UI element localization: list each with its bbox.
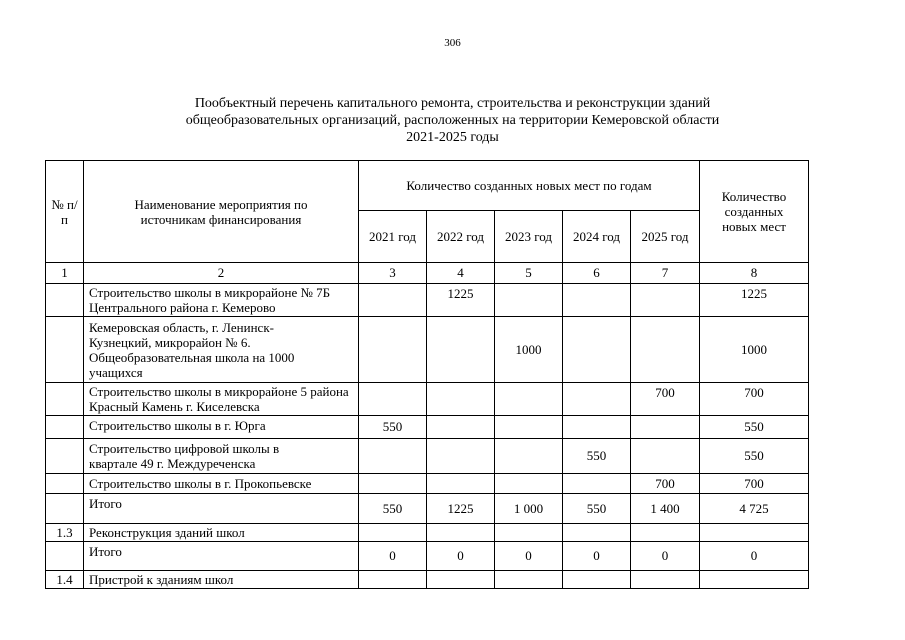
row-name: Строительство школы в микрорайоне 5 района Красный Камень г. Киселевска bbox=[84, 383, 359, 416]
table-row bbox=[46, 383, 809, 416]
row-total: 0 bbox=[700, 542, 809, 571]
row-2023 bbox=[495, 383, 563, 416]
row-num bbox=[46, 383, 84, 416]
row-2022 bbox=[427, 571, 495, 589]
header-name: Наименование мероприятия по источникам финансирования bbox=[84, 161, 359, 263]
row-2025 bbox=[631, 416, 700, 439]
row-2023: 0 bbox=[495, 542, 563, 571]
row-total: 1225 bbox=[700, 284, 809, 317]
row-2022: 1225 bbox=[427, 494, 495, 524]
row-2024: 0 bbox=[563, 542, 631, 571]
row-2021 bbox=[359, 439, 427, 474]
header-years-group: Количество созданных новых мест по годам bbox=[359, 161, 700, 211]
row-2025: 0 bbox=[631, 542, 700, 571]
table-row bbox=[46, 416, 809, 439]
table-row-subtotal bbox=[46, 542, 809, 571]
row-2023: 1 000 bbox=[495, 494, 563, 524]
col-number: 6 bbox=[563, 263, 631, 284]
table-row bbox=[46, 439, 809, 474]
row-2022 bbox=[427, 383, 495, 416]
header-total: Количество созданных новых мест bbox=[700, 161, 809, 263]
col-number: 8 bbox=[700, 263, 809, 284]
row-2022 bbox=[427, 439, 495, 474]
table-row bbox=[46, 474, 809, 494]
row-2021 bbox=[359, 524, 427, 542]
row-2021: 550 bbox=[359, 416, 427, 439]
row-2025: 1 400 bbox=[631, 494, 700, 524]
table-row-subtotal bbox=[46, 494, 809, 524]
table-row-section bbox=[46, 524, 809, 542]
row-2023 bbox=[495, 571, 563, 589]
col-number: 3 bbox=[359, 263, 427, 284]
row-num: 1.4 bbox=[46, 571, 84, 589]
row-2025: 700 bbox=[631, 383, 700, 416]
row-num bbox=[46, 317, 84, 383]
row-num: 1.3 bbox=[46, 524, 84, 542]
row-2023 bbox=[495, 416, 563, 439]
row-2021 bbox=[359, 474, 427, 494]
row-2025 bbox=[631, 317, 700, 383]
title-line-1: Пообъектный перечень капитального ремонта, строительства и реконструкции зданий bbox=[194, 96, 711, 111]
row-2025 bbox=[631, 524, 700, 542]
col-number: 4 bbox=[427, 263, 495, 284]
row-2024 bbox=[563, 474, 631, 494]
row-2024: 550 bbox=[563, 494, 631, 524]
row-num bbox=[46, 416, 84, 439]
header-num: № п/п bbox=[46, 161, 84, 263]
header-year-2021: 2021 год bbox=[359, 211, 427, 263]
col-number: 2 bbox=[84, 263, 359, 284]
header-year-2025: 2025 год bbox=[631, 211, 700, 263]
row-name: Строительство школы в г. Прокопьевске bbox=[84, 474, 359, 494]
row-2025 bbox=[631, 284, 700, 317]
row-2022 bbox=[427, 474, 495, 494]
row-2025 bbox=[631, 439, 700, 474]
row-2022: 0 bbox=[427, 542, 495, 571]
table-row bbox=[46, 317, 809, 383]
row-2021: 0 bbox=[359, 542, 427, 571]
row-2024 bbox=[563, 317, 631, 383]
row-name: Кемеровская область, г. Ленинск-Кузнецкий, микрорайон № 6. Общеобразовательная школа на 1000 учащихся bbox=[84, 317, 359, 383]
row-2023 bbox=[495, 284, 563, 317]
document-title bbox=[0, 95, 905, 146]
row-2023: 1000 bbox=[495, 317, 563, 383]
row-num bbox=[46, 494, 84, 524]
row-2021 bbox=[359, 571, 427, 589]
row-2021 bbox=[359, 317, 427, 383]
row-2022 bbox=[427, 317, 495, 383]
col-number: 5 bbox=[495, 263, 563, 284]
row-2021: 550 bbox=[359, 494, 427, 524]
row-total: 1000 bbox=[700, 317, 809, 383]
row-2025 bbox=[631, 571, 700, 589]
row-2024: 550 bbox=[563, 439, 631, 474]
row-total: 700 bbox=[700, 474, 809, 494]
row-2022: 1225 bbox=[427, 284, 495, 317]
row-total bbox=[700, 524, 809, 542]
row-2021 bbox=[359, 383, 427, 416]
title-line-3: 2021-2025 годы bbox=[406, 130, 499, 145]
row-name: Строительство цифровой школы в квартале 49 г. Междуреченска bbox=[84, 439, 359, 474]
row-2024 bbox=[563, 383, 631, 416]
col-number: 1 bbox=[46, 263, 84, 284]
row-2021 bbox=[359, 284, 427, 317]
row-2022 bbox=[427, 416, 495, 439]
row-2022 bbox=[427, 524, 495, 542]
row-num bbox=[46, 439, 84, 474]
row-total: 4 725 bbox=[700, 494, 809, 524]
row-num bbox=[46, 542, 84, 571]
row-2023 bbox=[495, 524, 563, 542]
row-name: Итого bbox=[84, 542, 359, 571]
row-2024 bbox=[563, 524, 631, 542]
table-body bbox=[46, 284, 809, 589]
table-row-section bbox=[46, 571, 809, 589]
row-total: 550 bbox=[700, 439, 809, 474]
row-total: 550 bbox=[700, 416, 809, 439]
row-2024 bbox=[563, 416, 631, 439]
row-2025: 700 bbox=[631, 474, 700, 494]
title-line-2: общеобразовательных организаций, расположенных на территории Кемеровской области bbox=[185, 113, 720, 128]
header-year-2023: 2023 год bbox=[495, 211, 563, 263]
row-2023 bbox=[495, 439, 563, 474]
row-name: Строительство школы в микрорайоне № 7Б Центрального района г. Кемерово bbox=[84, 284, 359, 317]
row-total: 700 bbox=[700, 383, 809, 416]
page-number: 306 bbox=[444, 37, 461, 49]
row-name: Реконструкция зданий школ bbox=[84, 524, 359, 542]
header-year-2024: 2024 год bbox=[563, 211, 631, 263]
row-name: Строительство школы в г. Юрга bbox=[84, 416, 359, 439]
header-year-2022: 2022 год bbox=[427, 211, 495, 263]
row-name: Итого bbox=[84, 494, 359, 524]
row-num bbox=[46, 474, 84, 494]
row-2024 bbox=[563, 284, 631, 317]
column-number-row bbox=[46, 263, 809, 284]
places-table bbox=[45, 160, 809, 589]
row-2024 bbox=[563, 571, 631, 589]
row-name: Пристрой к зданиям школ bbox=[84, 571, 359, 589]
table-row bbox=[46, 284, 809, 317]
row-total bbox=[700, 571, 809, 589]
col-number: 7 bbox=[631, 263, 700, 284]
row-num bbox=[46, 284, 84, 317]
row-2023 bbox=[495, 474, 563, 494]
